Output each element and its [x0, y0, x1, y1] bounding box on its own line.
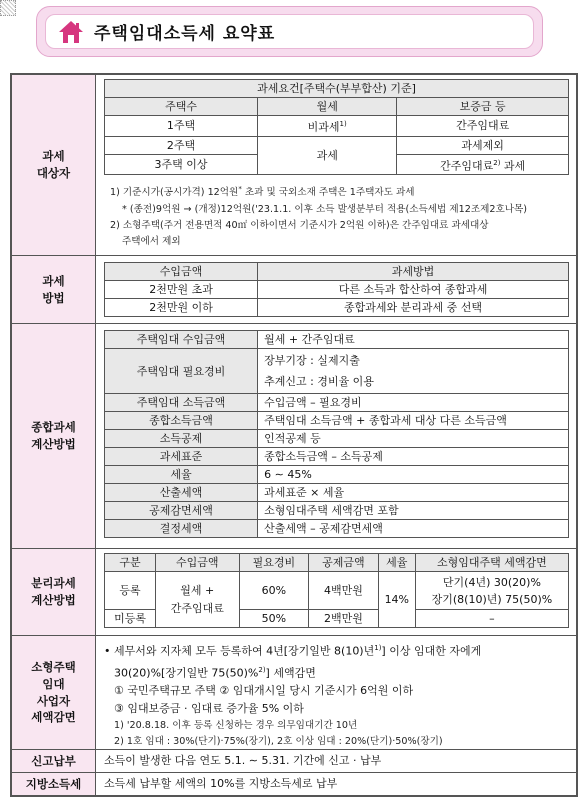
table-cell: 1주택 — [105, 116, 258, 137]
section-label-separate: 분리과세 계산방법 — [12, 549, 96, 635]
table-cell: 2백만원 — [309, 610, 379, 628]
home-icon — [58, 20, 84, 44]
table-cell: 간주임대료$^{2)}$ 과세 — [397, 154, 569, 175]
section-method — [12, 256, 576, 324]
col-header: 과세방법 — [258, 263, 569, 281]
section-separate — [12, 549, 576, 636]
col-header: 세율 — [378, 554, 415, 572]
col-header: 보증금 등 — [397, 98, 569, 116]
col-header: 수입금액 — [156, 554, 240, 572]
table-cell: 장부기장 : 실제지출 추계신고 : 경비율 이용 — [258, 349, 569, 394]
section-label-taxable: 과세 대상자 — [12, 75, 96, 255]
table-cell: 50% — [239, 610, 309, 628]
table-cell: 과세제외 — [397, 136, 569, 154]
row-header: 주택임대 수입금액 — [105, 331, 258, 349]
table-cell: 주택임대 소득금액 + 종합과세 대상 다른 소득금액 — [258, 412, 569, 430]
table-caption: 과세요건[주택수(부부합산) 기준] — [105, 80, 569, 98]
section-comprehensive — [12, 324, 576, 549]
section-label-method: 과세 방법 — [12, 256, 96, 323]
section-small-housing — [12, 636, 576, 750]
local-tax-text: 소득세 납부할 세액의 10%를 지방소득세로 납부 — [104, 777, 338, 790]
row-header: 주택임대 필요경비 — [105, 349, 258, 394]
summary-table — [10, 73, 578, 797]
section-label-filing: 신고납부 — [12, 750, 96, 772]
col-header: 수입금액 — [105, 263, 258, 281]
title-banner — [36, 6, 543, 57]
table-cell: 인적공제 등 — [258, 430, 569, 448]
table-cell: 월세 + 간주임대료 — [258, 331, 569, 349]
separate-table — [104, 553, 569, 628]
small-housing-notes: 1) '20.8.18. 이후 등록 신청하는 경우 의무임대기간 10년 2) 1호 임대 : 30%(단기)·75%(장기), 2호 이상 임대 : 20%(단기)·50%(장기) — [114, 720, 443, 748]
table-cell: 등록 — [105, 572, 156, 610]
row-header: 결정세액 — [105, 520, 258, 538]
comprehensive-table — [104, 330, 569, 538]
table-cell: 3주택 이상 — [105, 154, 258, 175]
method-table — [104, 262, 569, 317]
table-cell: 산출세액 – 공제감면세액 — [258, 520, 569, 538]
taxable-requirements-table — [104, 79, 569, 175]
row-header: 산출세액 — [105, 484, 258, 502]
row-header: 공제감면세액 — [105, 502, 258, 520]
table-cell: 다른 소득과 합산하여 종합과세 — [258, 281, 569, 299]
qr-code-icon — [0, 0, 16, 16]
row-header: 주택임대 소득금액 — [105, 394, 258, 412]
col-header: 구분 — [105, 554, 156, 572]
row-header: 종합소득금액 — [105, 412, 258, 430]
section-taxable — [12, 75, 576, 256]
table-cell: 월세 + 간주임대료 — [156, 572, 240, 628]
col-header: 월세 — [258, 98, 397, 116]
col-header: 필요경비 — [239, 554, 309, 572]
taxable-notes: 1) 기준시가(공시가격) 12억원* 초과 및 국외소재 주택은 1주택자도 과세 * (종전)9억원 → (개정)12억원('23.1.1. 이후 소득 발생분부터 적용(소득세법 제12조제2호나목) 2) 소형주택(주거 전용면적 40㎡ 이하이면서 기준시가 2억원 이하)은 간주임대료 과세대상 주택에서 제외 — [110, 185, 528, 247]
table-cell: – — [415, 610, 568, 628]
table-cell: 간주임대료 — [397, 116, 569, 137]
table-cell: 60% — [239, 572, 309, 610]
table-cell: 6 ∼ 45% — [258, 466, 569, 484]
row-header: 세율 — [105, 466, 258, 484]
table-cell: 단기(4년) 30(20)% 장기(8(10)년) 75(50)% — [415, 572, 568, 610]
table-cell: 과세 — [258, 136, 397, 175]
col-header: 주택수 — [105, 98, 258, 116]
table-cell: 종합소득금액 – 소득공제 — [258, 448, 569, 466]
table-cell: 과세표준 × 세율 — [258, 484, 569, 502]
section-local-tax — [12, 773, 576, 795]
table-cell: 종합과세와 분리과세 중 선택 — [258, 299, 569, 317]
col-header: 공제금액 — [309, 554, 379, 572]
table-cell: 4백만원 — [309, 572, 379, 610]
filing-text: 소득이 발생한 다음 연도 5.1. ∼ 5.31. 기간에 신고 · 납부 — [104, 754, 382, 767]
table-cell: 비과세$^{1)}$ — [258, 116, 397, 137]
page-title: 주택임대소득세 요약표 — [94, 24, 276, 44]
table-cell: 2천만원 이하 — [105, 299, 258, 317]
section-label-comprehensive: 종합과세 계산방법 — [12, 324, 96, 548]
section-label-small-housing: 소형주택 임대 사업자 세액감면 — [12, 636, 96, 749]
section-label-local-tax: 지방소득세 — [12, 773, 96, 795]
row-header: 과세표준 — [105, 448, 258, 466]
table-cell: 14% — [378, 572, 415, 628]
col-header: 소형임대주택 세액감면 — [415, 554, 568, 572]
section-filing — [12, 750, 576, 773]
small-housing-text: • 세무서와 지자체 모두 등록하여 4년[장기일반 8(10)년$^{1)}$] 이상 임대한 자에게 30(20)%[장기일반 75(50)%$^{2)}$] 세액감면 ① 국민주택규모 주택 ② 임대개시일 당시 기준시가 6억원 이하 ③ 임대보증금 · 임대료 증가율 5% 이하 — [104, 644, 482, 716]
table-cell: 2천만원 초과 — [105, 281, 258, 299]
table-cell: 소형임대주택 세액감면 포함 — [258, 502, 569, 520]
table-cell: 미등록 — [105, 610, 156, 628]
table-cell: 2주택 — [105, 136, 258, 154]
row-header: 소득공제 — [105, 430, 258, 448]
table-cell: 수입금액 – 필요경비 — [258, 394, 569, 412]
